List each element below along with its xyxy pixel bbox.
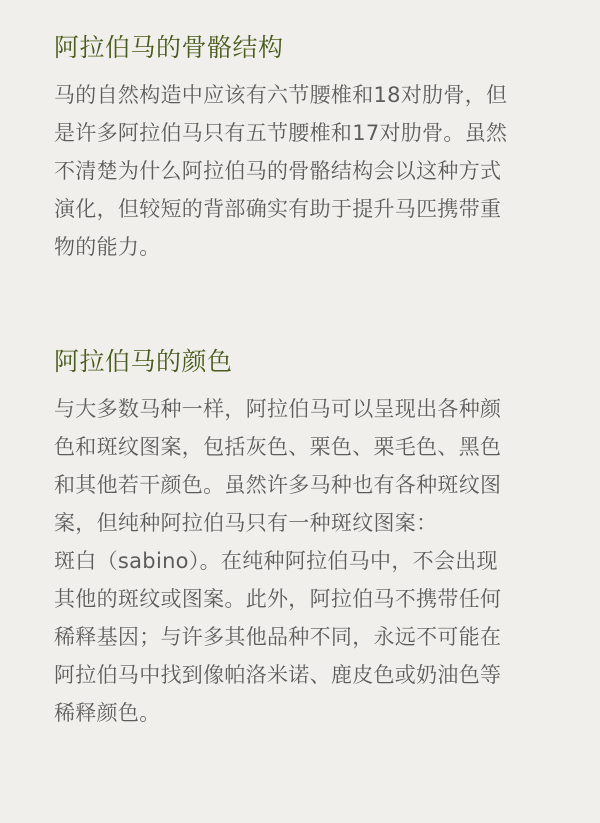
paragraph-line: 物的能力。 — [54, 235, 161, 259]
section-heading: 阿拉伯马的颜色 — [54, 347, 233, 376]
section-heading: 阿拉伯马的骨骼结构 — [54, 33, 284, 62]
paragraph-line: 演化，但较短的背部确实有助于提升马匹携带重 — [54, 197, 502, 221]
section-paragraph — [54, 390, 554, 732]
paragraph-line: 不清楚为什么阿拉伯马的骨骼结构会以这种方式 — [54, 159, 502, 183]
paragraph-line: 马的自然构造中应该有六节腰椎和18对肋骨，但 — [54, 83, 508, 107]
paragraph-line: 稀释基因；与许多其他品种不同，永远不可能在 — [54, 625, 502, 649]
paragraph-line: 稀释颜色。 — [54, 701, 161, 725]
paragraph-line: 与大多数马种一样，阿拉伯马可以呈现出各种颜 — [54, 397, 502, 421]
paragraph-line: 其他的斑纹或图案。此外，阿拉伯马不携带任何 — [54, 587, 502, 611]
paragraph-line: 色和斑纹图案，包括灰色、栗色、栗毛色、黑色 — [54, 435, 502, 459]
paragraph-line: 案，但纯种阿拉伯马只有一种斑纹图案： — [54, 511, 438, 535]
paragraph-line: 是许多阿拉伯马只有五节腰椎和17对肋骨。虽然 — [54, 121, 508, 145]
section-paragraph — [54, 76, 554, 266]
paragraph-line: 和其他若干颜色。虽然许多马种也有各种斑纹图 — [54, 473, 502, 497]
section-skeleton — [54, 28, 554, 266]
paragraph-line: 斑白（sabino）。在纯种阿拉伯马中，不会出现 — [54, 549, 498, 573]
section-color — [54, 342, 554, 732]
paragraph-line: 阿拉伯马中找到像帕洛米诺、鹿皮色或奶油色等 — [54, 663, 502, 687]
